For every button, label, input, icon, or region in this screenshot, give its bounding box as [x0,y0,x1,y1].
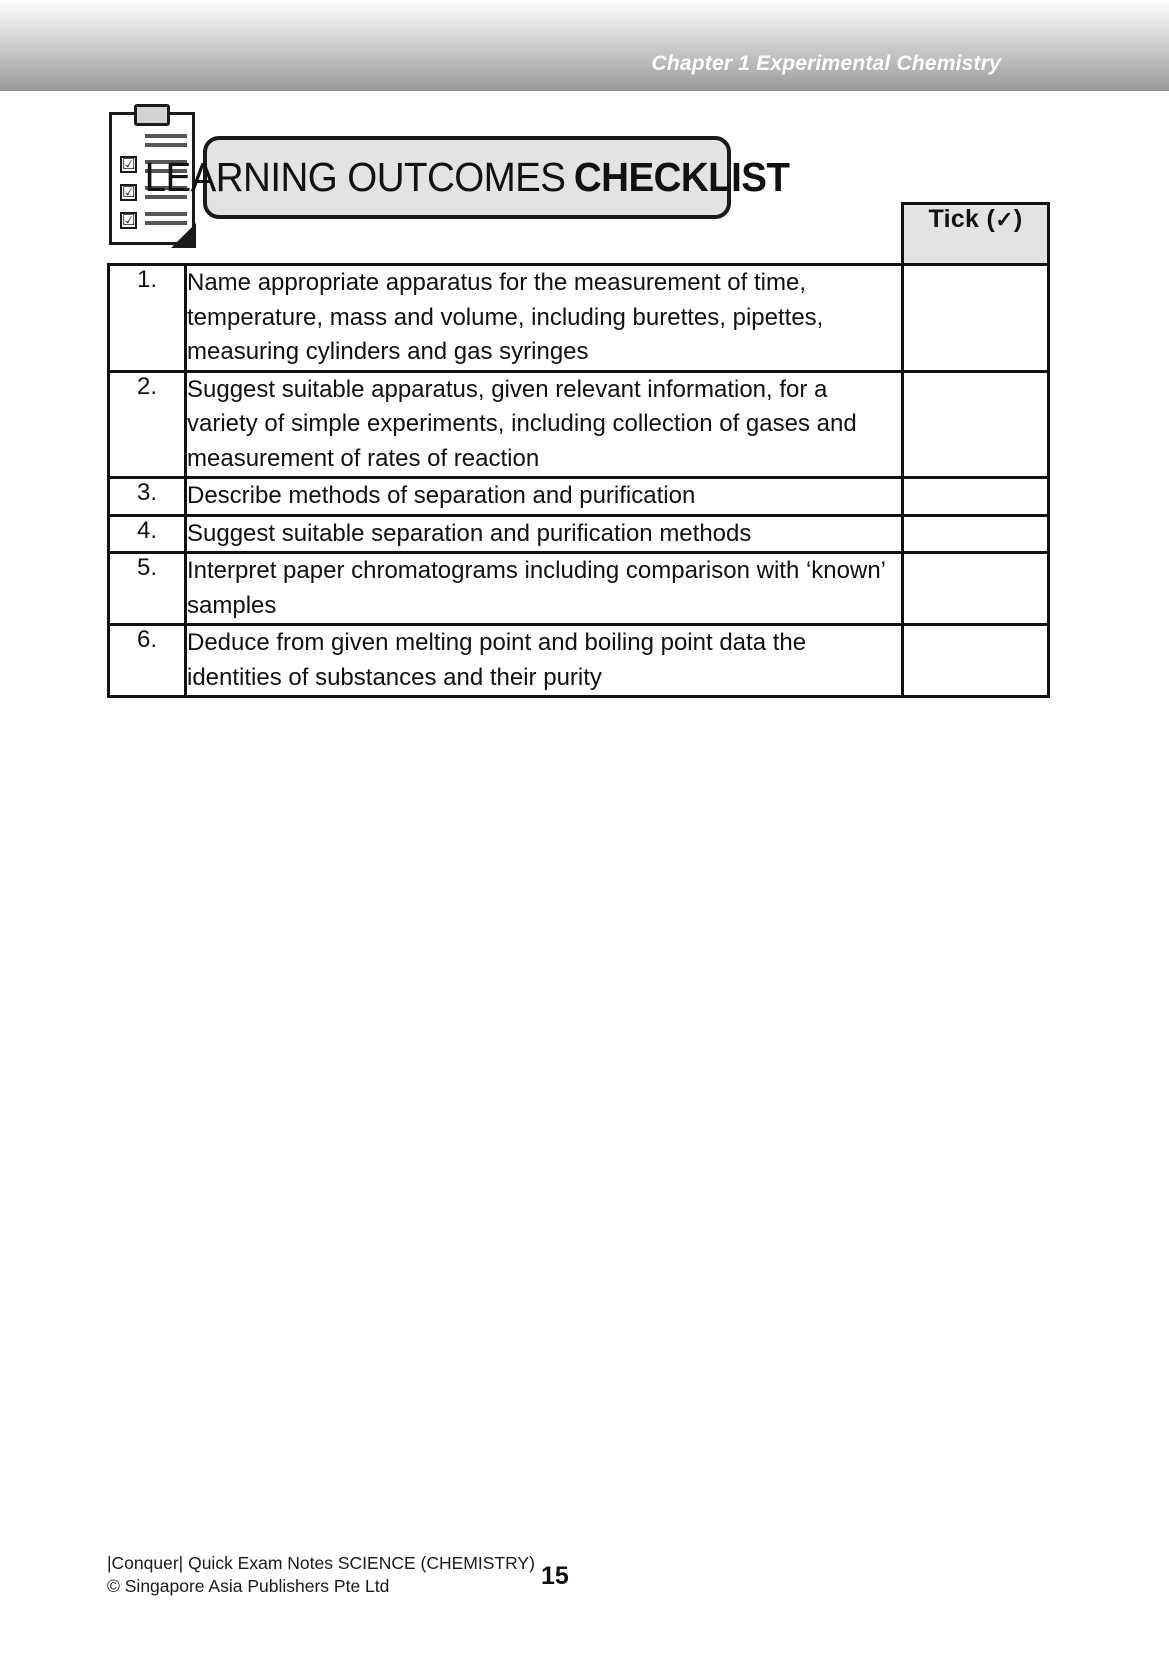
row-outcome-text: Interpret paper chromatograms including comparison with ‘known’ samples [186,553,903,625]
checkbox-checked-icon: ☑ [122,184,136,201]
row-outcome-text: Describe methods of separation and purification [186,478,903,516]
checkbox-checked-icon: ☑ [122,212,136,229]
row-outcome-text: Name appropriate apparatus for the measurement of time, temperature, mass and volume, including burettes, pipettes, measuring cylinders and gas syringes [186,265,903,372]
clipboard-ruled-line [145,143,187,147]
table-row [109,478,1049,516]
banner-title-bold: CHECKLIST [573,154,790,200]
table-row [109,265,1049,372]
tick-header-close: ) [1013,205,1023,233]
row-outcome-text: Suggest suitable separation and purification methods [186,515,903,553]
tick-check-icon: ✓ [995,207,1014,232]
table-row [109,515,1049,553]
row-tick-box[interactable] [903,515,1049,553]
row-number: 6. [109,625,186,697]
chapter-title: Chapter 1 Experimental Chemistry [651,52,1001,75]
row-number: 2. [109,371,186,478]
tick-column-header [903,204,1049,265]
table-row [109,625,1049,697]
clipboard-clip [134,104,170,126]
row-number: 5. [109,553,186,625]
footer-copyright: © Singapore Asia Publishers Pte Ltd [107,1576,390,1596]
header-spacer-cell [186,204,903,265]
page-footer [107,1552,807,1602]
row-tick-box[interactable] [903,553,1049,625]
table-row [109,371,1049,478]
row-number: 1. [109,265,186,372]
learning-outcomes-table [107,202,1050,698]
row-tick-box[interactable] [903,625,1049,697]
clipboard-ruled-line [145,134,187,138]
row-number: 4. [109,515,186,553]
page-number: 15 [541,1562,569,1590]
page-content [0,91,1169,1655]
page-header-bar [0,0,1169,91]
footer-series-title: |Conquer| Quick Exam Notes SCIENCE (CHEMISTRY) [107,1553,535,1573]
row-tick-box[interactable] [903,371,1049,478]
row-tick-box[interactable] [903,265,1049,372]
checkbox-checked-icon: ☑ [122,156,136,173]
table-row [109,553,1049,625]
banner-title-light: LEARNING OUTCOMES [144,154,566,200]
row-number: 3. [109,478,186,516]
header-spacer-cell [109,204,186,265]
tick-header-label: Tick ( [928,205,996,233]
table-header-row [109,204,1049,265]
row-tick-box[interactable] [903,478,1049,516]
row-outcome-text: Deduce from given melting point and boiling point data the identities of substances and their purity [186,625,903,697]
row-outcome-text: Suggest suitable apparatus, given relevant information, for a variety of simple experiments, including collection of gases and measurement of rates of reaction [186,371,903,478]
